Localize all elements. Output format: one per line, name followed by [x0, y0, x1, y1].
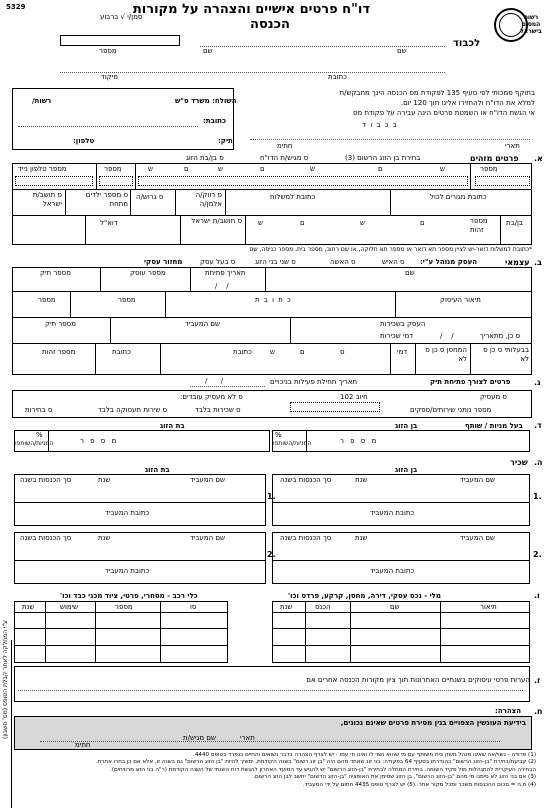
- f-l-col-year: שנת: [22, 603, 35, 611]
- a-r1-sh4: ש: [148, 165, 153, 173]
- b-r2-address: כ ת ו ב ת: [255, 296, 292, 304]
- b-turnover: מחזור עסקי: [144, 258, 183, 266]
- d-l-number: מ ס פ ר: [80, 437, 119, 445]
- intro-line-2: למלא את הדו"ח ולהחזירו אלינו תוך 120 יום.: [400, 99, 535, 107]
- footnote-5: (4) ס.ה = סכום ההכנסות משכר ומכל מקור אחר. (5) יש לצרף טופס 4435 חתום על ידי המעביד.: [302, 781, 536, 788]
- a-r2-single[interactable]: ס רווק/ה אלמן/ה: [195, 191, 222, 208]
- a-r2-address: כתובת מגורים לכול: [430, 193, 487, 201]
- b-r4-owned[interactable]: בבעלותי ס כן ס לא: [483, 346, 529, 363]
- intro-sign-label: חתימ: [277, 142, 293, 150]
- a-r2-resident[interactable]: ס תושב/ת ישראל: [32, 191, 62, 208]
- section-a-option-filer[interactable]: ס מגיש/ת הדו"ח: [260, 154, 309, 162]
- e-l1-year: שנת: [98, 476, 111, 484]
- a-r2-children[interactable]: ס מספר ילדים מתחת: [85, 191, 128, 208]
- f-r-col-year: שנת: [280, 603, 293, 611]
- declaration-text: בידיעת העונשין הצפויים בגין מסירת פרטים שאינם נכונים,: [340, 719, 526, 727]
- b-r2-number2: מספר: [118, 296, 136, 304]
- section-d-title: בעל מניות / שותף: [465, 422, 523, 430]
- e-r2-num: .2: [533, 550, 542, 559]
- e-r1-employer: שם המעביד: [460, 476, 495, 484]
- b-r4-id: מספר זהות: [42, 348, 76, 356]
- a-r1-number2-input[interactable]: [99, 176, 133, 186]
- a-r1-number: מספר: [480, 165, 498, 173]
- to-label: לכבוד: [453, 38, 481, 49]
- header-zip: מיקוד: [101, 73, 119, 81]
- a-r3-id: זהות: [470, 226, 484, 234]
- b-r4-m: ם: [300, 348, 305, 356]
- f-r-col-name: שם: [390, 603, 400, 611]
- z-notes-box[interactable]: [14, 666, 530, 702]
- c-opt-no-employees[interactable]: ס לא מעסיק עובדים:: [180, 393, 243, 401]
- b-opt-both[interactable]: ס שני בני הזוג: [255, 258, 296, 266]
- a-r1-sh1: ש: [440, 165, 445, 173]
- b-r4-address: כתובת: [112, 348, 131, 356]
- d-r-number: מ ס פ ר: [340, 437, 379, 445]
- section-e-title: שכיר: [510, 458, 528, 467]
- section-c-title: פרטים לצורך פתיחת תיק: [430, 378, 511, 386]
- e-r2-address: כתובת המעביד: [370, 567, 415, 575]
- footnotes: [14, 752, 536, 808]
- section-c-letter: ג.: [534, 378, 541, 387]
- a-r1-m2: ם: [260, 165, 265, 173]
- c-opt-elections[interactable]: ס בחירות: [25, 406, 53, 414]
- c-opt-rent-only[interactable]: ס שכירות בלבד: [195, 406, 241, 414]
- c-opt-employer[interactable]: ס מעסיק: [480, 393, 507, 401]
- e-l2-employer: שם המעביד: [190, 534, 225, 542]
- f-l-col-use: שימוש: [60, 603, 79, 611]
- section-b-subtitle: העסק מנוהל ע"י:: [420, 258, 478, 266]
- sender-authority: רשות/: [32, 97, 52, 105]
- a-r1-m1: ם: [378, 165, 383, 173]
- section-e-spouse: בן הזוג: [395, 466, 418, 474]
- form-title: דו"ח פרטים אישיים והצהרה על מקורות: [132, 2, 370, 17]
- e-l2-address: כתובת המעביד: [105, 567, 150, 575]
- f-r-col-desc: תיאור: [480, 603, 497, 611]
- e-l1-address: כתובת המעביד: [105, 509, 150, 517]
- a-r3-number: מספר: [470, 217, 488, 225]
- section-f-title-left: כלי רכב - מסחרי, פרטי, ציוד מכני כבד וכו': [60, 592, 198, 600]
- a-r3-spouse: בן/בת: [506, 219, 523, 227]
- a-r3-sh2: ש: [258, 219, 263, 227]
- intro-respect: ב כ ב ו ד: [362, 121, 398, 129]
- e-r2-income: סך הכנסות בשנה: [280, 534, 332, 542]
- e-r1-address: כתובת המעביד: [370, 509, 415, 517]
- b-r4-sh: ש: [270, 348, 275, 356]
- e-r1-year: שנת: [355, 476, 368, 484]
- sender-label: השולח: משרד פ"ש: [175, 97, 237, 105]
- a-r3-m1: ם: [420, 219, 425, 227]
- c-suppliers: מספר נותני שירותים/ספקים: [410, 406, 492, 414]
- section-e-letter: ה.: [534, 458, 543, 467]
- b-r3-file: מספר תיק: [45, 320, 76, 328]
- section-b-title: עצמאי: [505, 258, 530, 267]
- b-r2-occupation: תיאור העיסוק: [440, 296, 481, 304]
- header-first-name: שם: [397, 47, 407, 55]
- b-opt-man[interactable]: ס האיש: [382, 258, 405, 266]
- e-r2-employer: שם המעביד: [460, 534, 495, 542]
- section-c-start: תאריך תחילת פעילות בניכויים: [270, 378, 358, 386]
- section-f-letter: ו.: [534, 591, 540, 600]
- sender-address: כתובת:: [203, 117, 226, 125]
- c-date-slashes[interactable]: / /: [205, 377, 224, 385]
- a-r2-mail-address: כתובת למשלוח: [270, 193, 316, 201]
- f-l-col-number: מספר: [115, 603, 133, 611]
- d-l-shares: המניות/השותפו: [15, 440, 54, 447]
- header-last-name: שם: [203, 47, 213, 55]
- b-r3-yes-date[interactable]: ס כן, מתאריך: [480, 332, 521, 340]
- b-r3-employer: שם המעביד: [185, 320, 220, 328]
- e-r1-num: .1: [533, 492, 542, 501]
- intro-date-label: תארי: [505, 142, 520, 150]
- vertical-office-note: ע"י המחלקה לאחר קבלת הטופס (מס' חשבון): [2, 620, 9, 739]
- sender-file: תיק:: [218, 137, 233, 145]
- decl-signature: חתימ: [75, 741, 91, 749]
- b-r3-rent: דמי שכירות: [380, 332, 414, 340]
- b-r4-s: ס: [340, 348, 345, 356]
- b-r2-number: מספר: [38, 296, 56, 304]
- form-title-2: הכנסה: [250, 17, 290, 32]
- section-e-spouse-f: בת הזוג: [145, 466, 170, 474]
- a-r1-mobile-input[interactable]: [15, 176, 93, 186]
- a-r1-sh2: ש: [310, 165, 315, 173]
- section-z-title: הערות פרטי עיסוקים בשנתיים האחרונות תוך ציון מקורות הכנסה אחרים אם: [306, 676, 530, 684]
- f-l-col-type: סו: [190, 603, 197, 611]
- intro-line-1: בתוקף סמכותי לפי סעיף 135 לפקודת מס הכנסה הינך מתבקש/ת: [339, 89, 535, 97]
- a-r3-email: דוא"ל: [100, 219, 118, 227]
- a-r2-divorced[interactable]: ס גרוש/ה: [136, 193, 164, 201]
- header-address: כתובת: [328, 73, 347, 81]
- b-r1-file: מספר תיק: [40, 269, 71, 277]
- a-r3-resident[interactable]: ס תושב/ת ישראל: [191, 217, 242, 225]
- b-r4-storage[interactable]: המחסן ס כן ס לא: [425, 346, 467, 363]
- section-d-letter: ד.: [534, 421, 542, 430]
- c-charge-102: חיוב 102: [340, 393, 368, 401]
- e-l2-num: .2: [267, 550, 276, 559]
- sender-phone: טלפון:: [73, 137, 95, 145]
- f-r-col-income: הכנס: [315, 603, 331, 611]
- footnote-4: (3) אם בני הזוג לא סימנו מי מהם "בן-הזוג הרשום", בן הזוג שסימן את האופציה "בן-הזוג הרשום" יחשב לבן הזוג הרשום.: [253, 774, 536, 781]
- c-opt-employment-only[interactable]: ס שירות תעסוקה בלבד: [98, 406, 168, 414]
- a-r1-number-input[interactable]: [475, 176, 530, 186]
- section-f-title: מלי - נכס עסקי, דירה, מחסן, קרקע, פרדס וכו': [288, 592, 441, 600]
- b-r1-open-date: תאריך פתיחת: [205, 269, 246, 277]
- section-b-letter: ב.: [534, 258, 542, 267]
- a-r1-mobile: מספר טלפון נייד: [18, 165, 67, 173]
- section-d-spouse: בן הזוג: [395, 422, 418, 430]
- b-r4-address2: כתובת: [233, 348, 252, 356]
- b-r1-date-slashes[interactable]: / /: [215, 282, 229, 290]
- section-d-spouse-f: בת הזוג: [160, 422, 185, 430]
- e-l2-income: סך הכנסות בשנה: [20, 534, 72, 542]
- file-number-box[interactable]: [60, 35, 180, 46]
- intro-line-3: אי הגשת הדו"ח או השמטת פרטים הינה עבירה על פקודת מס: [352, 109, 535, 117]
- d-l-pct: %: [36, 431, 43, 439]
- b-r3-rented: העסק בשכירות: [380, 320, 426, 328]
- decl-filer-name: שם מגיש/ת: [183, 734, 216, 742]
- a-r1-name-input[interactable]: [138, 176, 468, 186]
- d-r-pct: %: [275, 431, 282, 439]
- a-r1-num2: מספר: [104, 165, 122, 173]
- form-number: 5329: [6, 3, 26, 11]
- logo-text: רשות המסים בישראל: [520, 14, 542, 35]
- section-a-option-spouse[interactable]: ס בן/בת הזוג: [186, 154, 224, 162]
- e-l2-year: שנת: [98, 534, 111, 542]
- b-r3-date-slashes[interactable]: / /: [440, 332, 454, 340]
- section-a-title: פרטים מזהים: [470, 154, 519, 163]
- b-r4-fee: דמי: [397, 348, 408, 356]
- section-h-title: הצהרה:: [495, 707, 522, 715]
- footnote-1: (1) פרודה - נשוי/אה שאינו מנהל משק בית משותף עם מי שהוא נשוי לו ואינו חי עמו - יש לצרף הצהרה בדבר נשואים והחיים בנפרד בטופס 4440.: [193, 752, 536, 758]
- footnote-3: הבחירה העיקרית להתנהלות מול פקיד השומה. בחירת המחלה לבחירת "בן-הזוג הרשום" יש להגיש עד המועד האחרון להגשת דוח השנתי של השנה הקודמת (ר"ה בני הזוג מרוויחים).: [110, 766, 536, 773]
- marker-instruction: סמן/י √ ברבוע: [100, 13, 143, 21]
- e-l1-employer: שם המעביד: [190, 476, 225, 484]
- section-z-letter: ז.: [534, 676, 541, 685]
- c-102-input[interactable]: [290, 402, 380, 412]
- section-h-letter: ח.: [534, 707, 543, 716]
- header-number: מספר: [99, 47, 117, 55]
- section-a-letter: א.: [534, 154, 543, 163]
- a-r3-m2: ם: [300, 219, 305, 227]
- a-r1-sh3: ש: [218, 165, 223, 173]
- footnote-2: (2) קביעת/בחירת "בן-הזוג הרשום" כהגדרתו בסעיף 64 בפקודה: בני זוג שאחד מהם היה "בן זוג רשום" בשנה הקודמת, ימשיך להיות "בן הזוג הרשום" גם בשנה זו, אלא אם כן בחרו אחרת.: [95, 759, 536, 766]
- a-r3-sh1: ש: [360, 219, 365, 227]
- e-r2-year: שנת: [355, 534, 368, 542]
- b-opt-woman[interactable]: ס האשה: [330, 258, 356, 266]
- e-l1-num: .1: [267, 492, 276, 501]
- b-opt-owner[interactable]: ס בעל עסק: [200, 258, 236, 266]
- e-l1-income: סך הכנסות בשנה: [20, 476, 72, 484]
- b-r1-name: שם: [405, 269, 415, 277]
- e-r1-income: סך הכנסות בשנה: [280, 476, 332, 484]
- decl-date: תארי: [240, 734, 255, 742]
- a-r1-m3: ם: [184, 165, 189, 173]
- d-r-shares: המניות/השותפו: [273, 440, 312, 447]
- section-a-option-registered[interactable]: בחירת בן הזוג הרשום (3): [345, 154, 421, 162]
- section-a-note: *כתובת למשלוח דואר-יש לציין מספר תא דואר או מספר תא חלוקה, או שם רחוב, מספר בית, מספר כניסה, שם: [249, 246, 532, 253]
- b-r1-dealer: מספר עוסק: [130, 269, 166, 277]
